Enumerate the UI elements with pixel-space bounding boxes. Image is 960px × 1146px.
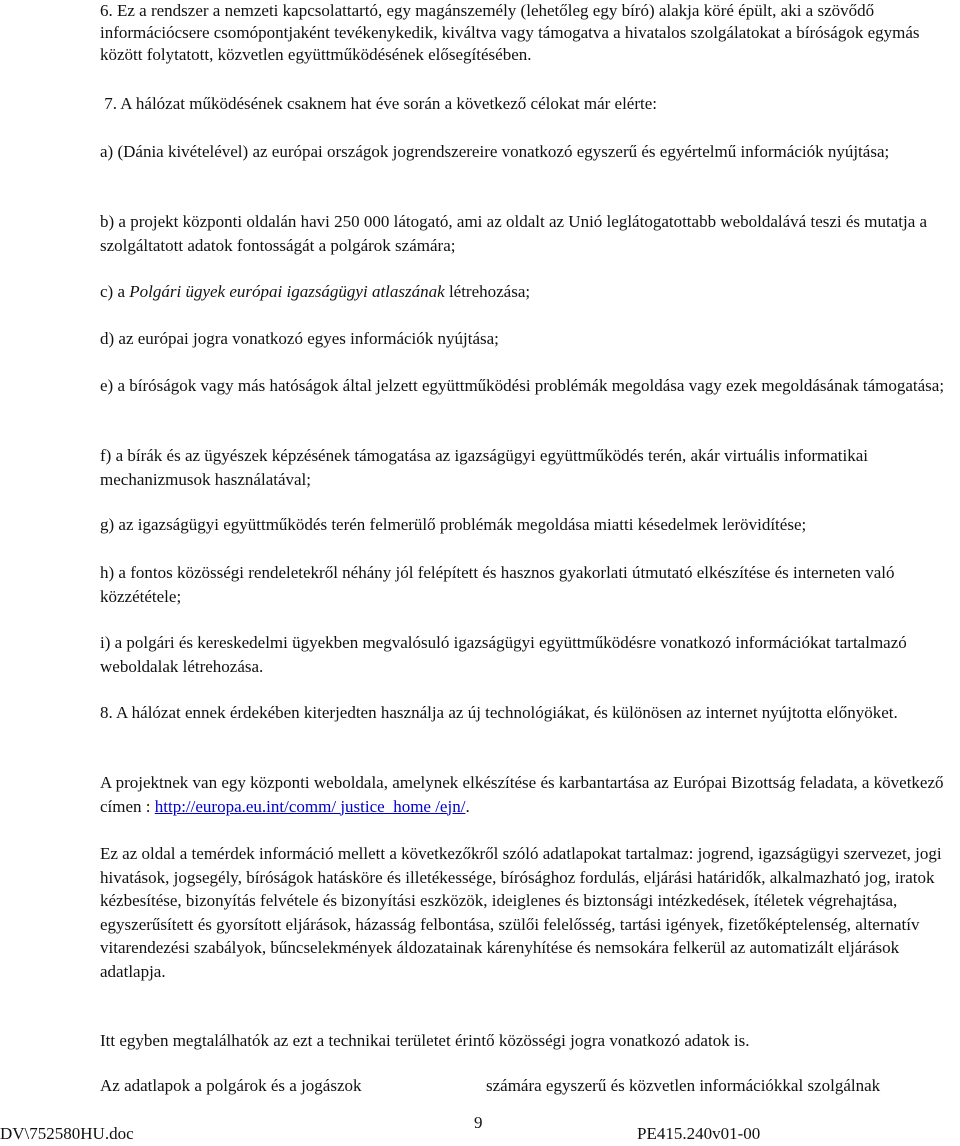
item-c-suffix: létrehozása; [444,282,531,301]
item-g: g) az igazságügyi együttműködés terén felmerülő problémák megoldása miatti késedelmek lerövidítése; [100,515,807,534]
last-line-left: Az adatlapok a polgárok és a jogászok [100,1076,362,1095]
website-text-end: . [465,796,470,816]
item-f: f) a bírák és az ügyészek képzésének támogatása az igazságügyi együttműködés terén, akár virtuális informatikai mechanizmusok használatával; [100,446,868,489]
page-number: 9 [474,1113,483,1132]
item-e: e) a bíróságok vagy más hatóságok által jelzett együttműködési problémák megoldása vagy ezek megoldásának támogatása; [100,376,945,395]
site-contents-paragraph: Ez az oldal a temérdek információ mellett a következőkről szóló adatlapokat tartalmaz: jogrend, igazságügyi szervezet, jogi hivatások, jogsegély, bíróságok hatásköre és illetékessége, bírósághoz fordulás, eljárási határidők, alkalmazható jog, iratok kézbesítése, bizonyítás felvétele és bizonyítási eszközök, ideiglenes és biztonsági intézkedések, ítéletek végrehajtása, egyszerűsített és gyorsított eljárások, házasság felbontása, szülői felelősség, tartási igények, fizetőképtelenség, alternatív vitarendezési szabályok, bűncselekmények áldozatainak kárenyhítése és nemsokára felkerül az automatizált eljárások adatlapja. [100,844,942,981]
website-paragraph [100,771,958,818]
item-h: h) a fontos közösségi rendeletekről néhány jól felépített és hasznos gyakorlati útmutató elkészítése és interneten való közzététele; [100,563,895,606]
item-i: i) a polgári és kereskedelmi ügyekben megvalósuló igazságügyi együttműködésre vonatkozó információkat tartalmazó weboldalak létrehozása. [100,633,907,676]
community-law-paragraph: Itt egyben megtalálhatók az ezt a technikai területet érintő közösségi jogra vonatkozó adatok is. [100,1031,750,1050]
paragraph-7-text: 7. A hálózat működésének csaknem hat éve során a következő célokat már elérte: [104,94,657,113]
paragraph-7 [100,92,958,116]
atlas-title: Polgári ügyek európai igazságügyi atlaszának [129,282,445,301]
item-c-prefix: c) a [100,282,130,301]
paragraph-6: 6. Ez a rendszer a nemzeti kapcsolattartó, egy magánszemély (lehetőleg egy bíró) alakja köré épült, aki a szövődő információcsere csomópontjaként tevékenykedik, kiváltva vagy támogatva a hivatalos szolgálatokat a bíróságok egymás között folytatott, közvetlen együttműködésének elősegítésében. [100,1,920,64]
website-text: A projektnek van egy központi weboldala, amelynek elkészítése és karbantartása az Európai Bizottság feladata, a következő címen : [100,773,944,816]
last-line-right: számára egyszerű és közvetlen információkkal szolgálnak [486,1076,881,1095]
item-c [100,280,958,304]
item-b: b) a projekt központi oldalán havi 250 000 látogató, ami az oldalt az Unió leglátogatottabb weboldalává teszi és mutatja a szolgáltatott adatok fontosságát a polgárok számára; [100,212,928,255]
item-d: d) az európai jogra vonatkozó egyes információk nyújtása; [100,329,499,348]
paragraph-8: 8. A hálózat ennek érdekében kiterjedten használja az új technológiákat, és különösen az internet nyújtotta előnyöket. [100,703,898,722]
ejn-website-link[interactable]: http://europa.eu.int/comm/ justice_home /ejn/ [154,796,466,816]
item-a: a) (Dánia kivételével) az európai országok jogrendszereire vonatkozó egyszerű és egyértelmű információk nyújtása; [100,142,890,161]
footer-doc-ref: DV\752580HU.doc [0,1124,134,1143]
footer-pe-ref: PE415.240v01-00 [637,1124,761,1143]
